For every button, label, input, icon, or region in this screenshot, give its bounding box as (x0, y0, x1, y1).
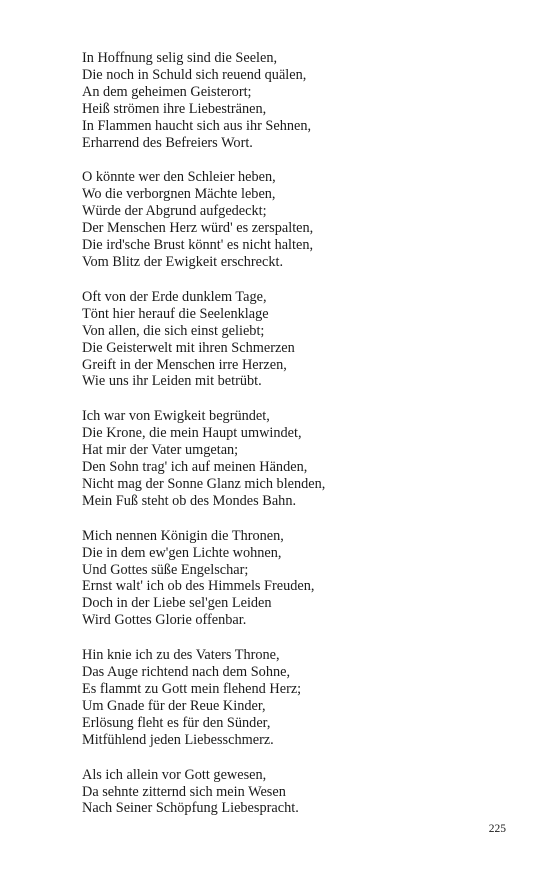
stanza-2 (82, 169, 522, 270)
poem-line: In Flammen haucht sich aus ihr Sehnen, (82, 117, 312, 134)
poem-line: Der Menschen Herz würd' es zerspalten, (82, 220, 314, 237)
poem-line: Heiß strömen ihre Liebestränen, (82, 100, 267, 117)
poem-line: Den Sohn trag' ich auf meinen Händen, (82, 459, 308, 476)
stanza-6 (82, 647, 522, 748)
poem-body (82, 50, 522, 835)
poem-line: Mich nennen Königin die Thronen, (82, 527, 284, 544)
stanza-3 (82, 289, 522, 390)
poem-line: Wird Gottes Glorie offenbar. (82, 612, 247, 629)
stanza-4 (82, 408, 522, 509)
poem-line: Die in dem ew'gen Lichte wohnen, (82, 544, 282, 561)
poem-line: Mitfühlend jeden Liebesschmerz. (82, 731, 274, 748)
poem-line: Die noch in Schuld sich reuend quälen, (82, 66, 307, 83)
poem-line: Da sehnte zitternd sich mein Wesen (82, 783, 286, 800)
poem-line: Das Auge richtend nach dem Sohne, (82, 664, 291, 681)
poem-line: Doch in der Liebe sel'gen Leiden (82, 595, 272, 612)
stanza-7 (82, 767, 522, 818)
stanza-1 (82, 50, 522, 151)
poem-line: Ich war von Ewigkeit begründet, (82, 408, 270, 425)
poem-line: Hin knie ich zu des Vaters Throne, (82, 647, 280, 664)
poem-line: Um Gnade für der Reue Kinder, (82, 697, 266, 714)
poem-line: Oft von der Erde dunklem Tage, (82, 288, 267, 305)
poem-line: Es flammt zu Gott mein flehend Herz; (82, 681, 302, 697)
poem-line: Ernst walt' ich ob des Himmels Freuden, (82, 578, 315, 595)
poem-line: Greift in der Menschen irre Herzen, (82, 356, 287, 373)
poem-line: Hat mir der Vater umgetan; (82, 442, 239, 459)
stanza-5 (82, 528, 522, 629)
page-number: 225 (488, 823, 506, 835)
poem-line: O könnte wer den Schleier heben, (82, 169, 276, 186)
poem-line: An dem geheimen Geisterort; (82, 83, 252, 100)
poem-line: Die Geisterwelt mit ihren Schmerzen (82, 339, 295, 356)
poem-line: Würde der Abgrund aufgedeckt; (82, 203, 267, 220)
poem-line: Tönt hier herauf die Seelenklage (82, 305, 269, 322)
poem-line: Wie uns ihr Leiden mit betrübt. (82, 373, 262, 390)
poem-line: Nach Seiner Schöpfung Liebespracht. (82, 800, 299, 817)
poem-line: Als ich allein vor Gott gewesen, (82, 766, 267, 783)
poem-line: Die ird'sche Brust könnt' es nicht halten, (82, 237, 314, 254)
poem-line: Erlösung fleht es für den Sünder, (82, 714, 271, 731)
poem-line: Wo die verborgnen Mächte leben, (82, 186, 276, 203)
poem-line: Erharrend des Befreiers Wort. (82, 134, 253, 151)
poem-line: In Hoffnung selig sind die Seelen, (82, 50, 278, 66)
poem-line: Und Gottes süße Engelschar; (82, 561, 249, 578)
poem-line: Nicht mag der Sonne Glanz mich blenden, (82, 475, 326, 492)
poem-line: Mein Fuß steht ob des Mondes Bahn. (82, 492, 297, 509)
poem-line: Von allen, die sich einst geliebt; (82, 322, 265, 339)
poem-line: Die Krone, die mein Haupt umwindet, (82, 425, 302, 442)
poem-line: Vom Blitz der Ewigkeit erschreckt. (82, 253, 284, 270)
